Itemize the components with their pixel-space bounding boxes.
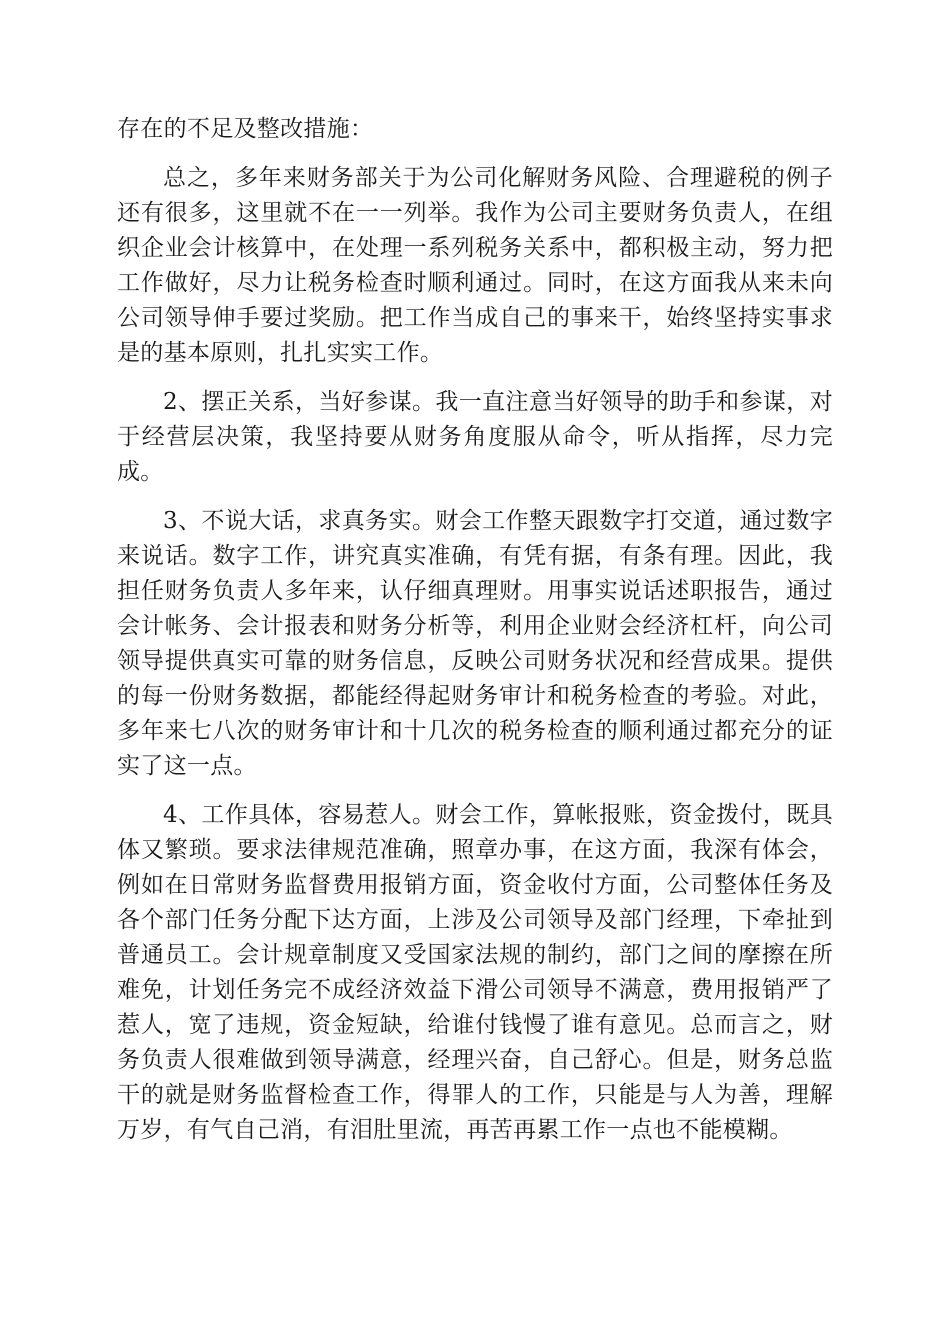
paragraph-summary: 总之，多年来财务部关于为公司化解财务风险、合理避税的例子还有很多，这里就不在一一列举。我作为公司主要财务负责人，在组织企业会计核算中，在处理一系列税务关系中，都积极主动，努力把工作做好，尽力让税务检查时顺利通过。同时，在这方面我从来未向公司领导伸手要过奖励。把工作当成自己的事来干，始终坚持实事求是的基本原则，扎扎实实工作。 [117,165,833,366]
paragraph-item-2: 2、摆正关系，当好参谋。我一直注意当好领导的助手和参谋，对于经营层决策，我坚持要从财务角度服从命令，听从指挥，尽力完成。 [117,389,833,485]
paragraph-item-3: 3、不说大话，求真务实。财会工作整天跟数字打交道，通过数字来说话。数字工作，讲究真实准确，有凭有据，有条有理。因此，我担任财务负责人多年来，认仔细真理财。用事实说话述职报告，通过会计帐务、会计报表和财务分析等，利用企业财会经济杠杆，向公司领导提供真实可靠的财务信息，反映公司财务状况和经营成果。提供的每一份财务数据，都能经得起财务审计和税务检查的考验。对此，多年来七八次的财务审计和十几次的税务检查的顺利通过都充分的证实了这一点。 [117,508,833,779]
document-body [117,112,833,1162]
paragraph-heading-line: 存在的不足及整改措施： [117,116,374,142]
paragraph-item-4: 4、工作具体，容易惹人。财会工作，算帐报账，资金拨付，既具体又繁琐。要求法律规范准确，照章办事，在这方面，我深有体会，例如在日常财务监督费用报销方面，资金收付方面，公司整体任务及各个部门任务分配下达方面，上涉及公司领导及部门经理，下牵扯到普通员工。会计规章制度又受国家法规的制约，部门之间的摩擦在所难免，计划任务完不成经济效益下滑公司领导不满意，费用报销严了惹人，宽了违规，资金短缺，给谁付钱慢了谁有意见。总而言之，财务负责人很难做到领导满意，经理兴奋，自己舒心。但是，财务总监干的就是财务监督检查工作，得罪人的工作，只能是与人为善，理解万岁，有气自己消，有泪肚里流，再苦再累工作一点也不能模糊。 [117,802,833,1143]
